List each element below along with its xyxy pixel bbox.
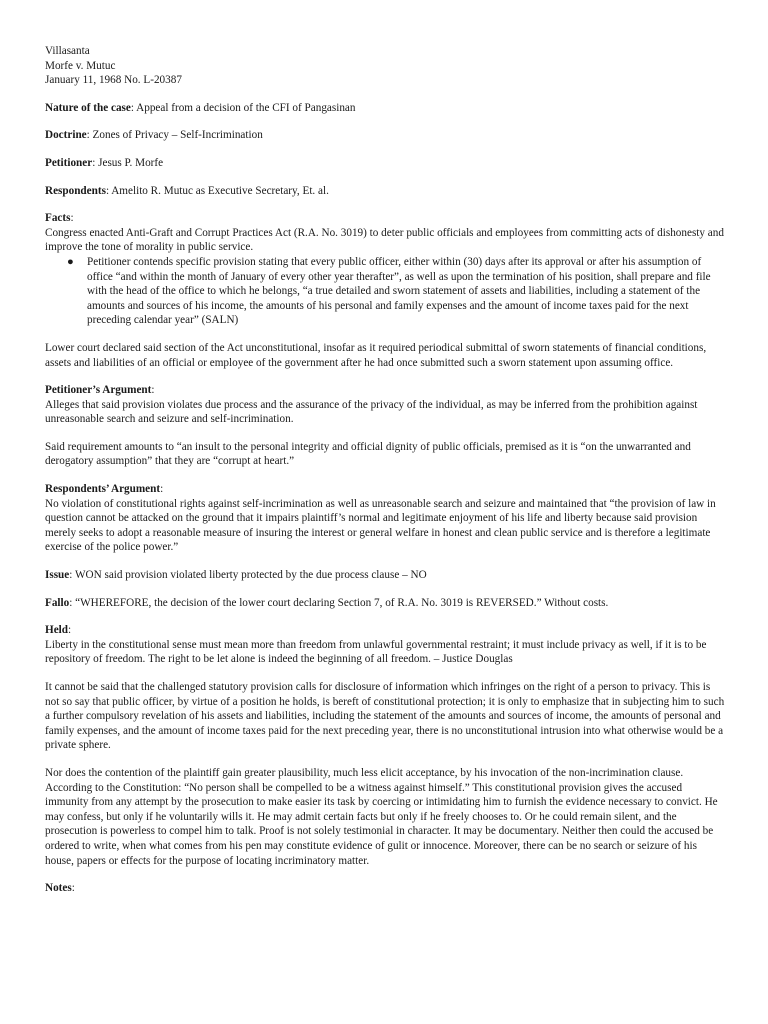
issue bbox=[45, 568, 725, 583]
respondents bbox=[45, 184, 725, 199]
facts-bullet-list bbox=[45, 255, 725, 328]
petitioners-argument-colon: : bbox=[151, 384, 155, 397]
notes-heading bbox=[45, 881, 725, 896]
nature-label: Nature of the case bbox=[45, 101, 131, 114]
issue-text: : WON said provision violated liberty protected by the due process clause – NO bbox=[69, 569, 427, 582]
fallo bbox=[45, 596, 725, 611]
issue-label: Issue bbox=[45, 569, 70, 582]
petitioner-label: Petitioner bbox=[45, 156, 93, 169]
respondents-argument-text: No violation of constitutional rights against self-incrimination as well as unreasonable search and seizure and maintained that “the provision of law in question cannot be attacked on the ground that it impairs plaintiff’s normal and legitimate enjoyment of his life and liberty because said provision merely seeks to adopt a reasonable measure of insuring the interest or general welfare in honest and clean public service and is therefore a legitimate exercise of the police power.” bbox=[45, 497, 716, 554]
petitioners-argument-label: Petitioner’s Argument bbox=[45, 384, 152, 397]
facts-label: Facts bbox=[45, 212, 71, 225]
facts-intro: Congress enacted Anti-Graft and Corrupt Practices Act (R.A. No. 3019) to deter public officials and employees from committing acts of dishonesty and improve the tone of morality in public service. bbox=[45, 226, 724, 254]
notes-label: Notes bbox=[45, 882, 72, 895]
respondents-argument-label: Respondents’ Argument bbox=[45, 483, 161, 496]
nature-of-case bbox=[45, 101, 725, 116]
petitioner bbox=[45, 156, 725, 171]
case-name: Morfe v. Mutuc bbox=[45, 59, 116, 72]
held-heading bbox=[45, 623, 725, 638]
bullet-icon: ● bbox=[67, 255, 74, 268]
petitioners-argument-p2: Said requirement amounts to “an insult to the personal integrity and official dignity of public officials, premised as it is “on the unwarranted and derogatory assumption” that they are “corrupt at heart.” bbox=[45, 440, 691, 468]
respondents-argument-heading bbox=[45, 482, 725, 497]
document-page bbox=[45, 44, 725, 896]
held-label: Held bbox=[45, 624, 68, 637]
facts-colon: : bbox=[70, 212, 74, 225]
doctrine-text: : Zones of Privacy – Self-Incrimination bbox=[86, 129, 263, 142]
held-section bbox=[45, 623, 725, 868]
held-p3: Nor does the contention of the plaintiff gain greater plausibility, much less elicit acceptance, by his invocation of the non-incrimination clause. According to the Constitution: “No person shall be compelled to be a witness against himself.” This constitutional provision gives the accused immunity from any attempt by the prosecution to make easier its task by coercing or intimidating him to furnish the evidence necessary to convict. He may confess, but only if he voluntarily wills it. He may admit certain facts but only if he freely chooses to. Or he could remain silent, and the prosecution is powerless to compel him to talk. Proof is not solely testimonial in character. It may be documentary. Neither then could the accused be ordered to write, when what comes from his pen may constitute evidence of gulit or innocence. Moreover, there can be no search or seizure of his house, papers or effects for the purpose of locating incriminatory matter. bbox=[45, 766, 718, 867]
list-item bbox=[67, 255, 725, 328]
facts-heading bbox=[45, 211, 725, 226]
notes-colon: : bbox=[71, 882, 75, 895]
case-date-number: January 11, 1968 No. L-20387 bbox=[45, 74, 182, 87]
facts-section bbox=[45, 211, 725, 370]
facts-lower-court: Lower court declared said section of the Act unconstitutional, insofar as it required periodical submittal of sworn statements of financial conditions, assets and liabilities of an official or employee of the government after he had once submitted such a sworn statement upon assuming office. bbox=[45, 341, 707, 369]
doctrine bbox=[45, 128, 725, 143]
nature-text: : Appeal from a decision of the CFI of Pangasinan bbox=[130, 101, 356, 114]
petitioner-text: : Jesus P. Morfe bbox=[92, 156, 164, 169]
fallo-label: Fallo bbox=[45, 596, 70, 609]
held-colon: : bbox=[68, 624, 72, 637]
respondents-text: : Amelito R. Mutuc as Executive Secretary, Et. al. bbox=[105, 184, 329, 197]
doctrine-label: Doctrine bbox=[45, 129, 87, 142]
held-p2: It cannot be said that the challenged statutory provision calls for disclosure of information which infringes on the right of a person to privacy. This is not so say that public officer, by virtue of a position he holds, is bereft of constitutional protection; it is only to emphasize that in subjecting him to such a further compulsory revelation of his assets and liabilities, including the statement of the amounts and sources of income, the amounts of personal and family expenses, and the amount of income taxes paid for the next preceding year, there is no unconstitutional intrusion into what otherwise would be a private sphere. bbox=[45, 681, 725, 752]
respondents-argument-colon: : bbox=[160, 483, 164, 496]
respondents-label: Respondents bbox=[45, 184, 106, 197]
petitioners-argument-heading bbox=[45, 383, 725, 398]
respondents-argument-section bbox=[45, 482, 725, 555]
fallo-text: : “WHEREFORE, the decision of the lower court declaring Section 7, of R.A. No. 3019 is REVERSED.” Without costs. bbox=[69, 596, 609, 609]
petitioners-argument-p1: Alleges that said provision violates due process and the assurance of the privacy of the individual, as may be inferred from the prohibition against unreasonable search and seizure and self-incrimination. bbox=[45, 398, 698, 426]
case-header bbox=[45, 44, 725, 88]
author-line: Villasanta bbox=[45, 45, 90, 57]
held-p1: Liberty in the constitutional sense must mean more than freedom from unlawful governmental restraint; it must include privacy as well, if it is to be repository of freedom. The right to be let alone is indeed the beginning of all freedom. – Justice Douglas bbox=[45, 638, 707, 666]
petitioners-argument-section bbox=[45, 383, 725, 469]
facts-bullet-text: Petitioner contends specific provision stating that every public officer, either within (30) days after its approval or after his assumption of office “and within the month of January of every other year therafter”, as well as upon the termination of his position, shall prepare and file with the head of the office to which he belongs, “a true detailed and sworn statement of assets and liabilities, including a statement of the amounts and sources of his income, the amounts of his personal and family expenses and the amount of income taxes paid for the next preceding calendar year” (SALN) bbox=[87, 255, 711, 327]
